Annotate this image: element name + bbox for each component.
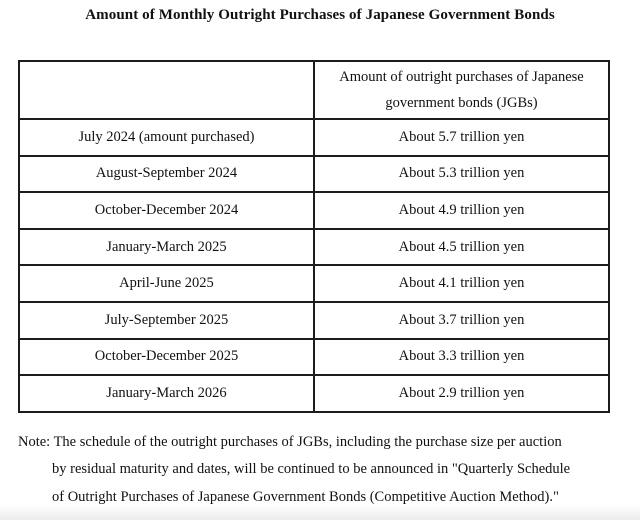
- amount-cell: About 2.9 trillion yen: [314, 375, 609, 412]
- amount-cell: About 4.5 trillion yen: [314, 229, 609, 266]
- bottom-edge-shade: [0, 505, 640, 520]
- period-cell: July 2024 (amount purchased): [19, 119, 314, 156]
- table-row: [19, 119, 609, 156]
- footnote-line-1: Note: The schedule of the outright purchases of JGBs, including the purchase size per auction: [18, 434, 562, 450]
- period-cell: August-September 2024: [19, 156, 314, 193]
- amount-cell: About 4.1 trillion yen: [314, 265, 609, 302]
- table-row: [19, 302, 609, 339]
- period-cell: October-December 2025: [19, 339, 314, 376]
- table-row: [19, 156, 609, 193]
- footnote-line-3: of Outright Purchases of Japanese Government Bonds (Competitive Auction Method).": [52, 488, 559, 505]
- table-row: [19, 339, 609, 376]
- amount-cell: About 3.7 trillion yen: [314, 302, 609, 339]
- amount-cell: About 5.7 trillion yen: [314, 119, 609, 156]
- page-title: Amount of Monthly Outright Purchases of Japanese Government Bonds: [85, 7, 555, 23]
- footnote-line-2: by residual maturity and dates, will be continued to be announced in "Quarterly Schedule: [52, 461, 571, 478]
- amount-cell: About 3.3 trillion yen: [314, 339, 609, 376]
- table-row: [19, 265, 609, 302]
- amount-cell: About 5.3 trillion yen: [314, 156, 609, 193]
- table-row: [19, 192, 609, 229]
- period-cell: January-March 2026: [19, 375, 314, 412]
- period-column-header: [19, 61, 314, 119]
- amount-column-header: Amount of outright purchases of Japanese government bonds (JGBs): [314, 61, 609, 119]
- period-cell: July-September 2025: [19, 302, 314, 339]
- period-cell: April-June 2025: [19, 265, 314, 302]
- amount-cell: About 4.9 trillion yen: [314, 192, 609, 229]
- period-cell: October-December 2024: [19, 192, 314, 229]
- table-row: [19, 375, 609, 412]
- period-cell: January-March 2025: [19, 229, 314, 266]
- table-header-row: [19, 61, 609, 119]
- table-row: [19, 229, 609, 266]
- footnote: [18, 429, 618, 511]
- jgb-purchases-table: [18, 60, 610, 413]
